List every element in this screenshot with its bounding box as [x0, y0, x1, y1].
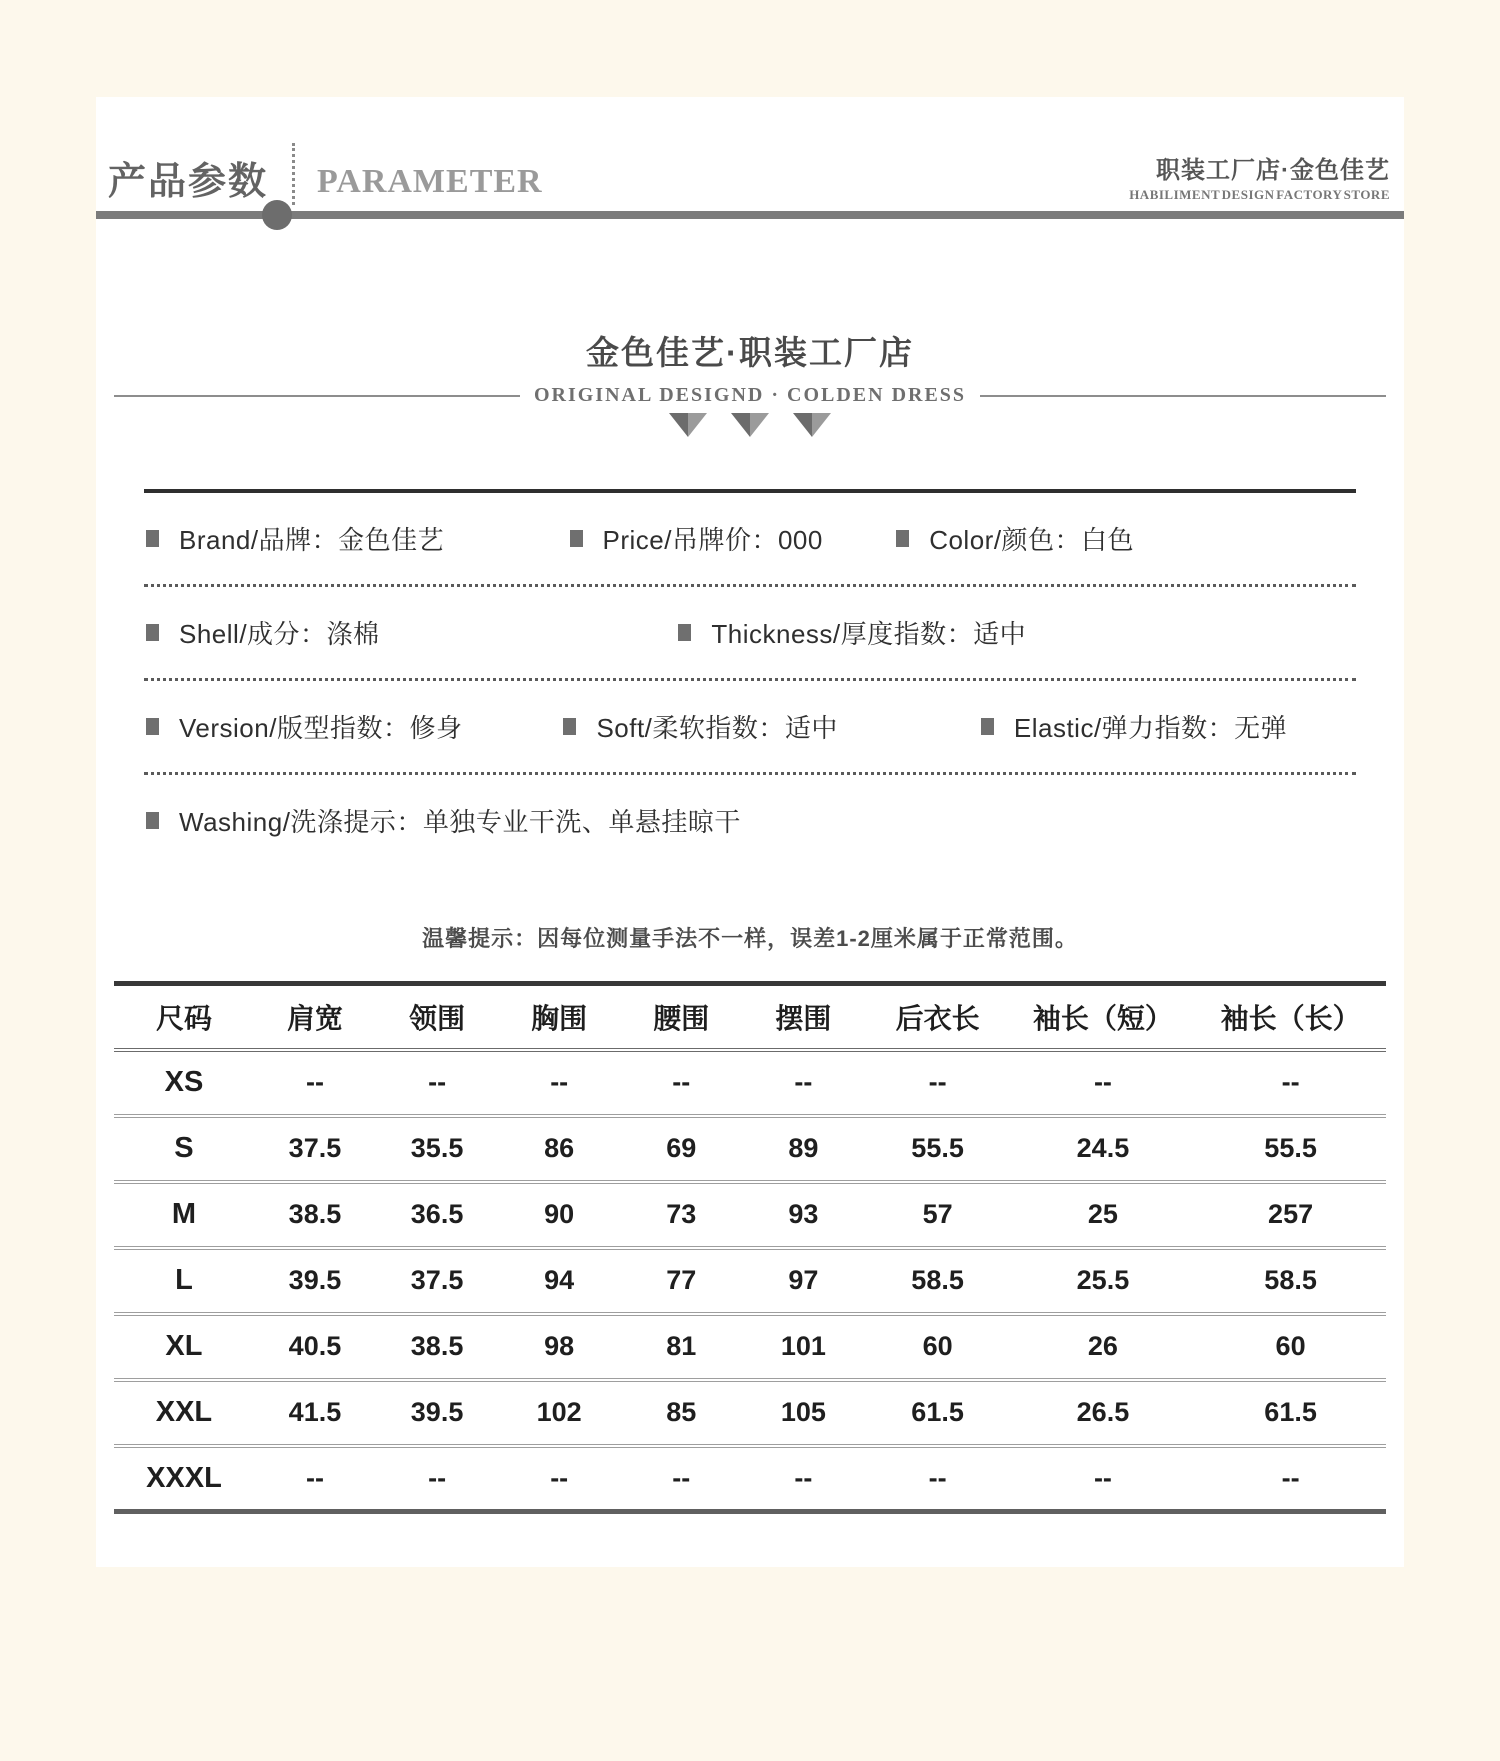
value-cell: 90	[544, 1199, 575, 1229]
value-cell: 73	[666, 1199, 697, 1229]
value-cell: 25.5	[1076, 1265, 1130, 1295]
value-cell: 26	[1087, 1331, 1118, 1361]
value-cell: 38.5	[410, 1331, 464, 1361]
value-cell: 57	[922, 1199, 953, 1229]
value-cell: 60	[1275, 1331, 1306, 1361]
size-cell: XXXL	[146, 1461, 222, 1494]
brand-banner	[96, 327, 1404, 437]
value-cell: --	[928, 1462, 947, 1493]
size-cell: XS	[164, 1066, 204, 1098]
bullet-square-icon	[146, 624, 159, 641]
bullet-square-icon	[146, 530, 159, 547]
value-cell: 55.5	[1264, 1133, 1317, 1163]
bullet-square-icon	[678, 624, 691, 641]
store-name-block	[1129, 150, 1390, 205]
table-row	[114, 1050, 1386, 1116]
value-cell: --	[550, 1462, 569, 1493]
value-cell: 94	[544, 1265, 575, 1295]
divider-line-left	[114, 395, 520, 397]
param-item-washing	[146, 802, 1356, 839]
param-item-elastic	[981, 708, 1356, 745]
bullet-square-icon	[146, 718, 159, 735]
size-cell: M	[171, 1198, 197, 1230]
bullet-square-icon	[146, 812, 159, 829]
value-cell: 97	[788, 1265, 819, 1295]
value-cell: --	[550, 1067, 569, 1097]
down-triangle-icon	[669, 413, 707, 437]
value-cell: --	[428, 1067, 447, 1097]
value-cell: 37.5	[288, 1133, 342, 1163]
table-row	[114, 1182, 1386, 1248]
table-row	[114, 1446, 1386, 1512]
value-cell: 55.5	[911, 1133, 964, 1163]
value-cell: --	[428, 1462, 447, 1493]
down-triangle-icon	[793, 413, 831, 437]
value-cell: --	[1281, 1067, 1300, 1097]
value-cell: 41.5	[288, 1397, 342, 1427]
table-row	[114, 1116, 1386, 1182]
param-row-brand-price-color	[144, 493, 1356, 584]
bullet-square-icon	[896, 530, 909, 547]
value-cell: --	[1281, 1462, 1300, 1493]
size-cell: XL	[165, 1330, 203, 1362]
size-table-header-cell: 腰围	[620, 984, 742, 1050]
value-cell: 39.5	[288, 1265, 342, 1295]
value-cell: 40.5	[288, 1331, 342, 1361]
value-cell: --	[928, 1067, 947, 1097]
value-cell: 61.5	[911, 1397, 964, 1427]
size-table-section	[114, 981, 1386, 1514]
size-table-header-cell: 胸围	[498, 984, 620, 1050]
param-text: Color/颜色：白色	[929, 525, 1135, 555]
size-table	[114, 981, 1386, 1514]
value-cell: 24.5	[1076, 1133, 1130, 1163]
value-cell: 86	[544, 1133, 575, 1163]
value-cell: 60	[922, 1331, 953, 1361]
page-title: 产品参数	[108, 161, 269, 203]
value-cell: --	[305, 1462, 324, 1493]
value-cell: --	[794, 1462, 813, 1493]
param-row-shell-thickness	[144, 587, 1356, 678]
down-triangle-icon	[731, 413, 769, 437]
value-cell: 77	[666, 1265, 697, 1295]
brand-subtitle: ORIGINAL DESIGND · COLDEN DRESS	[533, 384, 967, 406]
value-cell: 105	[780, 1397, 826, 1427]
size-table-header-cell: 摆围	[742, 984, 864, 1050]
store-name-cn: 职装工厂店·金色佳艺	[1156, 157, 1390, 184]
page-header	[96, 137, 1404, 205]
value-cell: 35.5	[410, 1133, 464, 1163]
value-cell: 36.5	[410, 1199, 464, 1229]
param-item-soft	[563, 708, 980, 745]
value-cell: 98	[544, 1331, 575, 1361]
value-cell: 102	[536, 1397, 582, 1427]
value-cell: 39.5	[410, 1397, 464, 1427]
size-table-header-cell: 后衣长	[864, 984, 1010, 1050]
value-cell: 101	[780, 1331, 826, 1361]
size-table-header-cell: 领围	[376, 984, 498, 1050]
page-title-en: PARAMETER	[317, 163, 543, 200]
size-table-header-cell: 袖长（短）	[1011, 984, 1195, 1050]
value-cell: 25	[1087, 1199, 1118, 1229]
value-cell: 257	[1268, 1199, 1314, 1229]
bullet-square-icon	[563, 718, 576, 735]
param-item-color	[896, 520, 1356, 557]
param-item-shell	[146, 614, 678, 651]
value-cell: 81	[666, 1331, 697, 1361]
size-table-body	[114, 1050, 1386, 1512]
header-title-group	[108, 143, 543, 205]
param-text: Shell/成分：涤棉	[179, 619, 380, 649]
triangle-decoration	[96, 413, 1404, 437]
circle-dot-icon	[262, 200, 292, 230]
header-rule	[96, 211, 1404, 219]
parameters-section	[144, 489, 1356, 866]
bullet-square-icon	[981, 718, 994, 735]
param-text: Version/版型指数：修身	[179, 713, 463, 743]
value-cell: 38.5	[288, 1199, 342, 1229]
size-table-header-cell: 尺码	[114, 984, 254, 1050]
param-text: Thickness/厚度指数：适中	[711, 619, 1027, 649]
value-cell: --	[794, 1067, 813, 1097]
value-cell: 58.5	[1264, 1265, 1317, 1295]
value-cell: 58.5	[911, 1265, 964, 1295]
param-item-price	[570, 520, 897, 557]
param-text: Elastic/弹力指数：无弹	[1013, 713, 1288, 743]
size-cell: S	[174, 1132, 194, 1164]
value-cell: 61.5	[1264, 1397, 1317, 1427]
param-text: Brand/品牌：金色佳艺	[179, 525, 445, 555]
value-cell: 26.5	[1076, 1397, 1130, 1427]
param-row-version-soft-elastic	[144, 681, 1356, 772]
value-cell: --	[305, 1067, 324, 1097]
param-row-washing	[144, 775, 1356, 866]
value-cell: 69	[666, 1133, 697, 1163]
value-cell: --	[672, 1067, 691, 1097]
divider-line-right	[980, 395, 1386, 397]
size-cell: XXL	[155, 1396, 213, 1428]
size-table-header-cell: 肩宽	[254, 984, 376, 1050]
table-row	[114, 1380, 1386, 1446]
bullet-square-icon	[570, 530, 583, 547]
value-cell: 37.5	[410, 1265, 464, 1295]
size-table-header-row	[114, 984, 1386, 1050]
measurement-tip: 温馨提示：因每位测量手法不一样，误差1-2厘米属于正常范围。	[422, 926, 1078, 951]
content-card	[96, 97, 1404, 1567]
param-item-version	[146, 708, 563, 745]
param-text: Washing/洗涤提示：单独专业干洗、单悬挂晾干	[179, 807, 741, 837]
value-cell: 89	[788, 1133, 819, 1163]
table-row	[114, 1314, 1386, 1380]
size-table-header-cell: 袖长（长）	[1195, 984, 1386, 1050]
param-item-brand	[146, 520, 570, 557]
param-text: Price/吊牌价：000	[602, 525, 823, 555]
store-name-en: HABILIMENT DESIGN FACTORY STORE	[1129, 187, 1390, 202]
table-row	[114, 1248, 1386, 1314]
dotted-vertical-divider	[292, 143, 295, 205]
value-cell: --	[1093, 1067, 1112, 1097]
value-cell: 93	[788, 1199, 819, 1229]
param-item-thickness	[678, 614, 1356, 651]
value-cell: --	[1093, 1462, 1112, 1493]
brand-title: 金色佳艺·职装工厂店	[586, 334, 914, 371]
value-cell: --	[672, 1462, 691, 1493]
size-cell: L	[175, 1264, 193, 1296]
brand-subtitle-row	[114, 384, 1386, 407]
param-text: Soft/柔软指数：适中	[596, 713, 838, 743]
value-cell: 85	[666, 1397, 697, 1427]
